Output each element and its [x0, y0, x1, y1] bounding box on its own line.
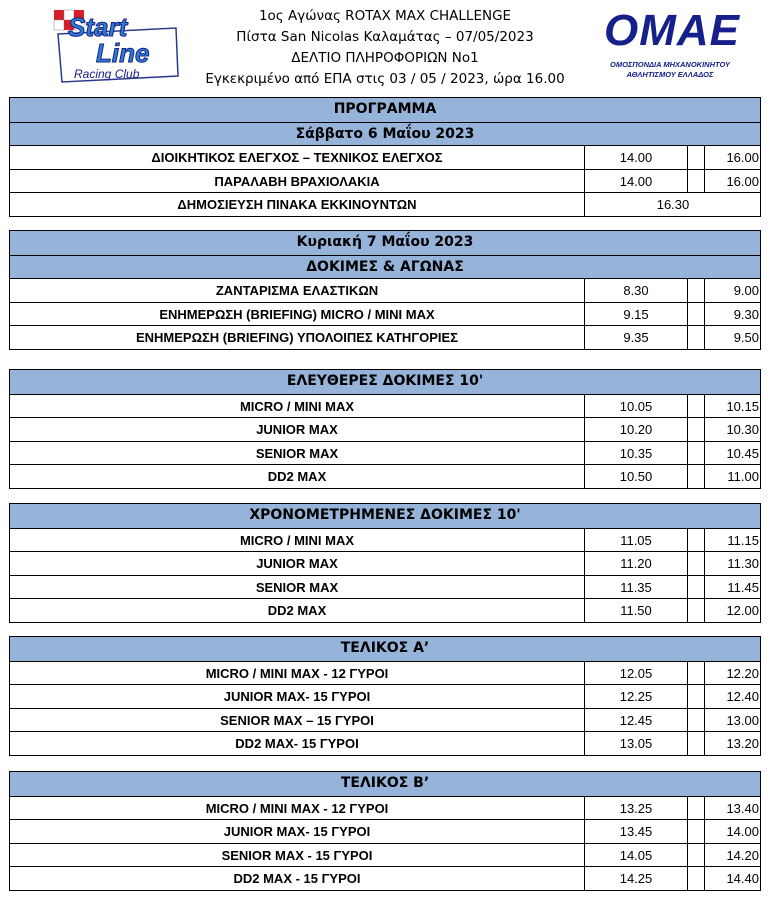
end-time: 10.15 — [726, 398, 759, 414]
section-band: ΧΡΟΝΟΜΕΤΡΗΜΕΝΕΣ ΔΟΚΙΜΕΣ 10' — [10, 504, 760, 528]
omae-subtitle-1: ΟΜΟΣΠΟΝΔΙΑ ΜΗΧΑΝΟΚΙΝΗΤΟΥ — [610, 60, 730, 69]
end-time: 16.00 — [726, 173, 759, 189]
end-time: 9.30 — [733, 306, 759, 322]
separator-cell — [688, 326, 705, 349]
start-time: 12.05 — [585, 662, 688, 685]
table-row — [10, 819, 760, 843]
approval-note: Εγκεκριμένο από ΕΠΑ στις 03 / 05 / 2023, ώρα 16.00 — [205, 71, 565, 87]
separator-cell — [688, 529, 705, 552]
row-label: JUNIOR MAX- 15 ΓΥΡΟΙ — [10, 820, 585, 843]
start-time: 11.50 — [585, 599, 688, 622]
table-row — [10, 684, 760, 708]
row-label: SENIOR MAX - 15 ΓΥΡΟΙ — [10, 844, 585, 867]
end-time: 14.00 — [726, 824, 759, 839]
end-time: 9.00 — [733, 283, 759, 298]
section-final-a — [9, 636, 761, 756]
section-band: ΠΡΟΓΡΑΜΜΑ — [10, 98, 760, 122]
separator-cell — [688, 797, 705, 820]
omae-logo — [604, 6, 740, 92]
table-row — [10, 169, 760, 193]
logo-word-line: Line — [96, 38, 150, 68]
separator-cell — [688, 844, 705, 867]
table-row — [10, 796, 760, 820]
separator-cell — [688, 170, 705, 193]
end-time: 13.00 — [726, 712, 759, 728]
section-timed-practice — [9, 503, 761, 623]
separator-cell — [688, 465, 705, 488]
end-time: 11.45 — [727, 579, 759, 595]
row-label: ΔΙΟΙΚΗΤΙΚΟΣ ΕΛΕΓΧΟΣ – ΤΕΧΝΙΚΟΣ ΕΛΕΓΧΟΣ — [10, 146, 585, 169]
table-row — [10, 866, 760, 890]
table-row — [10, 464, 760, 488]
row-label: DD2 MAX — [10, 465, 585, 488]
start-time: 13.45 — [585, 820, 688, 843]
start-line-racing-club-logo — [52, 6, 182, 88]
start-time: 11.20 — [585, 552, 688, 575]
section-band: ΔΟΚΙΜΕΣ & ΑΓΩΝΑΣ — [10, 255, 760, 279]
section-band: Κυριακή 7 Μαΐου 2023 — [10, 231, 760, 255]
end-time: 14.40 — [726, 871, 759, 886]
document-header — [0, 0, 770, 95]
row-label: MICRO / MINI MAX — [10, 529, 585, 552]
start-time: 14.05 — [585, 844, 688, 867]
table-row — [10, 551, 760, 575]
start-time: 8.30 — [585, 279, 688, 302]
start-time: 14.25 — [585, 867, 688, 890]
row-label: ΕΝΗΜΕΡΩΣΗ (BRIEFING) ΥΠΟΛΟΙΠΕΣ ΚΑΤΗΓΟΡΙΕΣ — [10, 326, 585, 349]
end-time: 13.40 — [726, 800, 759, 816]
table-row — [10, 145, 760, 169]
start-time: 9.15 — [585, 303, 688, 326]
table-row — [10, 731, 760, 755]
end-time: 14.20 — [726, 847, 759, 863]
end-time: 10.30 — [726, 422, 759, 437]
table-row — [10, 575, 760, 599]
row-label: DD2 MAX - 15 ΓΥΡΟΙ — [10, 867, 585, 890]
row-label: MICRO / MINI MAX - 12 ΓΥΡΟΙ — [10, 797, 585, 820]
start-time: 12.45 — [585, 709, 688, 732]
separator-cell — [688, 599, 705, 622]
table-row — [10, 394, 760, 418]
separator-cell — [688, 146, 705, 169]
start-time: 10.05 — [585, 395, 688, 418]
row-label: MICRO / MINI MAX — [10, 395, 585, 418]
separator-cell — [688, 418, 705, 441]
logo-word-start: Start — [68, 12, 128, 42]
row-label: JUNIOR MAX — [10, 552, 585, 575]
row-label: JUNIOR MAX- 15 ΓΥΡΟΙ — [10, 685, 585, 708]
row-label: ΔΗΜΟΣΙΕΥΣΗ ΠΙΝΑΚΑ ΕΚΚΙΝΟΥΝΤΩΝ — [10, 193, 585, 216]
end-time: 12.20 — [726, 665, 759, 681]
row-label: SENIOR MAX — [10, 576, 585, 599]
section-free-practice — [9, 369, 761, 489]
event-title: 1ος Αγώνας ROTAX MAX CHALLENGE — [258, 8, 512, 24]
start-time: 13.25 — [585, 797, 688, 820]
row-label: SENIOR MAX — [10, 442, 585, 465]
start-time: 10.50 — [585, 465, 688, 488]
row-label: ΠΑΡΑΛΑΒΗ ΒΡΑΧΙΟΛΑΚΙΑ — [10, 170, 585, 193]
row-label: MICRO / MINI MAX - 12 ΓΥΡΟΙ — [10, 662, 585, 685]
table-row — [10, 192, 760, 216]
row-label: SENIOR MAX – 15 ΓΥΡΟΙ — [10, 709, 585, 732]
end-time: 11.15 — [727, 532, 759, 548]
section-band: Σάββατο 6 Μαΐου 2023 — [10, 122, 760, 146]
start-time: 12.25 — [585, 685, 688, 708]
end-time: 16.00 — [726, 150, 759, 165]
separator-cell — [688, 303, 705, 326]
start-time: 11.35 — [585, 576, 688, 599]
start-time: 14.00 — [585, 170, 688, 193]
row-label: DD2 MAX — [10, 599, 585, 622]
bulletin-title: ΔΕΛΤΙΟ ΠΛΗΡΟΦΟΡΙΩΝ Νο1 — [291, 50, 479, 66]
end-time: 9.50 — [733, 330, 759, 345]
row-label: ΖΑΝΤΑΡΙΣΜΑ ΕΛΑΣΤΙΚΩΝ — [10, 279, 585, 302]
row-label: JUNIOR MAX — [10, 418, 585, 441]
separator-cell — [688, 279, 705, 302]
event-venue: Πίστα San Nicolas Καλαμάτας – 07/05/2023 — [236, 29, 534, 45]
end-time: 13.20 — [726, 736, 759, 751]
start-time: 9.35 — [585, 326, 688, 349]
separator-cell — [688, 685, 705, 708]
separator-cell — [688, 709, 705, 732]
separator-cell — [688, 552, 705, 575]
start-time: 13.05 — [585, 732, 688, 755]
start-time: 14.00 — [585, 146, 688, 169]
table-row — [10, 302, 760, 326]
end-time: 12.00 — [726, 603, 759, 618]
separator-cell — [688, 732, 705, 755]
end-time: 10.45 — [726, 445, 759, 461]
start-time: 10.35 — [585, 442, 688, 465]
section-final-b — [9, 771, 761, 891]
table-row — [10, 417, 760, 441]
separator-cell — [688, 395, 705, 418]
separator-cell — [688, 442, 705, 465]
section-sunday — [9, 230, 761, 350]
single-time: 16.30 — [656, 197, 690, 212]
table-row — [10, 441, 760, 465]
table-row — [10, 325, 760, 349]
end-time: 11.00 — [727, 469, 759, 484]
table-row — [10, 278, 760, 302]
row-label: ΕΝΗΜΕΡΩΣΗ (BRIEFING) MICRO / MINI MAX — [10, 303, 585, 326]
table-row — [10, 708, 760, 732]
end-time: 11.30 — [727, 556, 759, 571]
section-band: ΤΕΛΙΚΟΣ Β’ — [10, 772, 760, 796]
end-time: 12.40 — [726, 689, 759, 704]
omae-subtitle-2: ΑΘΛΗΤΙΣΜΟΥ ΕΛΛΑΔΟΣ — [626, 70, 714, 79]
separator-cell — [688, 576, 705, 599]
table-row — [10, 528, 760, 552]
separator-cell — [688, 662, 705, 685]
start-time: 11.05 — [585, 529, 688, 552]
logo-word-racing-club: Racing Club — [74, 67, 140, 81]
table-row — [10, 843, 760, 867]
start-time: 10.20 — [585, 418, 688, 441]
row-label: DD2 MAX- 15 ΓΥΡΟΙ — [10, 732, 585, 755]
table-row — [10, 661, 760, 685]
separator-cell — [688, 820, 705, 843]
header-text — [185, 6, 585, 90]
omae-title: ΟΜΑΕ — [604, 6, 740, 55]
table-row — [10, 598, 760, 622]
section-saturday — [9, 97, 761, 217]
section-band: ΕΛΕΥΘΕΡΕΣ ΔΟΚΙΜΕΣ 10' — [10, 370, 760, 394]
section-band: ΤΕΛΙΚΟΣ Α’ — [10, 637, 760, 661]
separator-cell — [688, 867, 705, 890]
